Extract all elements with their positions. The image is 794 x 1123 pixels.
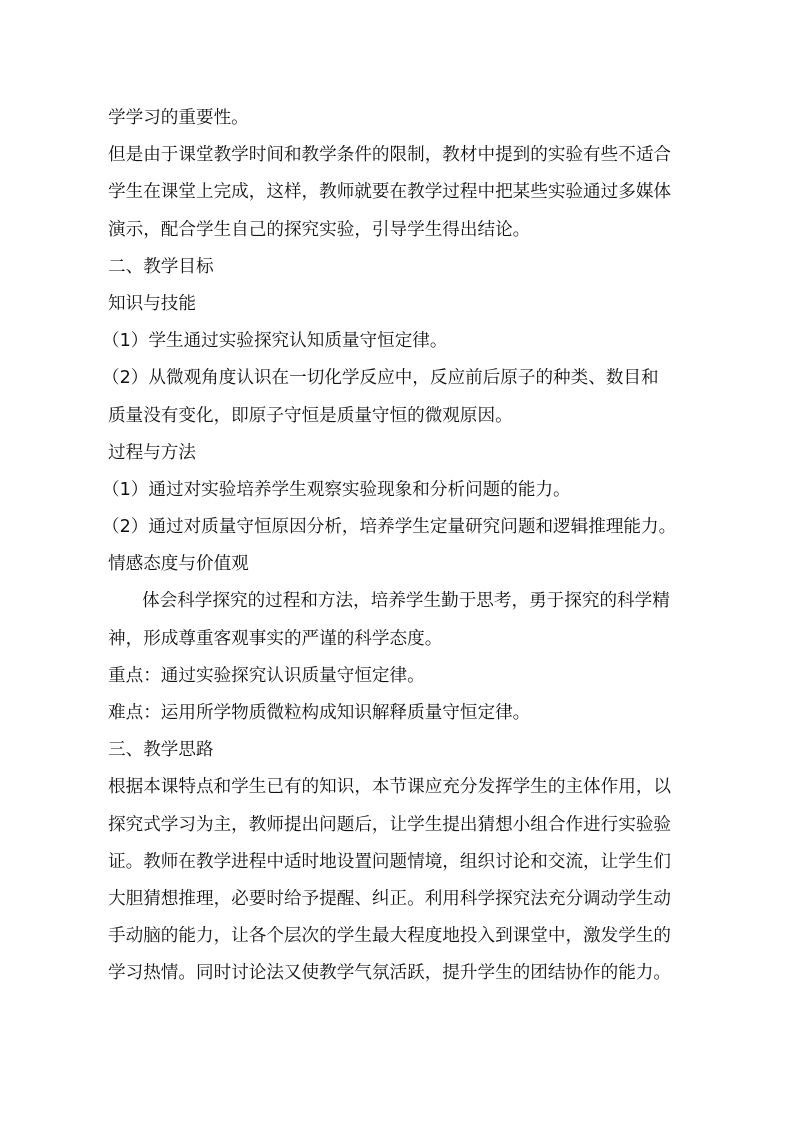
paragraph-line: 神，形成尊重客观事实的严谨的科学态度。 xyxy=(108,628,443,649)
key-point-line: 重点：通过实验探究认识质量守恒定律。 xyxy=(108,665,425,686)
paragraph-line: 大胆猜想推理，必要时给予提醒、纠正。利用科学探究法充分调动学生动 xyxy=(108,888,672,909)
text-line: 质量没有变化，即原子守恒是质量守恒的微观原因。 xyxy=(108,405,513,426)
subsection-heading: 知识与技能 xyxy=(108,293,196,314)
section-heading: 二、教学目标 xyxy=(108,256,214,277)
paragraph-line: 证。教师在教学进程中适时地设置问题情境，组织讨论和交流，让学生们 xyxy=(108,851,672,872)
list-item: （1）通过对实验培养学生观察实验现象和分析问题的能力。 xyxy=(102,479,571,500)
text-line: 演示，配合学生自己的探究实验，引导学生得出结论。 xyxy=(108,219,531,240)
subsection-heading: 情感态度与价值观 xyxy=(108,554,249,575)
paragraph-line: 手动脑的能力，让各个层次的学生最大程度地投入到课堂中，激发学生的 xyxy=(108,926,672,947)
text-line: 但是由于课堂教学时间和教学条件的限制，教材中提到的实验有些不适合 xyxy=(108,145,672,166)
subsection-heading: 过程与方法 xyxy=(108,442,196,463)
paragraph-line: 体会科学探究的过程和方法，培养学生勤于思考，勇于探究的科学精 xyxy=(142,591,670,612)
text-line: 学生在课堂上完成，这样，教师就要在教学过程中把某些实验通过多媒体 xyxy=(108,182,672,203)
list-item: （2）从微观角度认识在一切化学反应中，反应前后原子的种类、数目和 xyxy=(102,368,659,389)
list-item: （2）通过对质量守恒原因分析，培养学生定量研究问题和逻辑推理能力。 xyxy=(102,517,677,538)
section-heading: 三、教学思路 xyxy=(108,740,214,761)
paragraph-line: 根据本课特点和学生已有的知识，本节课应充分发挥学生的主体作用，以 xyxy=(108,777,672,798)
paragraph-line: 学习热情。同时讨论法又使教学气氛活跃，提升学生的团结协作的能力。 xyxy=(108,963,672,984)
document-body xyxy=(102,100,708,993)
paragraph-line: 探究式学习为主，教师提出问题后，让学生提出猜想小组合作进行实验验 xyxy=(108,814,672,835)
text-line: 学学习的重要性。 xyxy=(108,108,249,128)
difficulty-line: 难点：运用所学物质微粒构成知识解释质量守恒定律。 xyxy=(108,703,531,723)
list-item: （1）学生通过实验探究认知质量守恒定律。 xyxy=(102,331,448,352)
